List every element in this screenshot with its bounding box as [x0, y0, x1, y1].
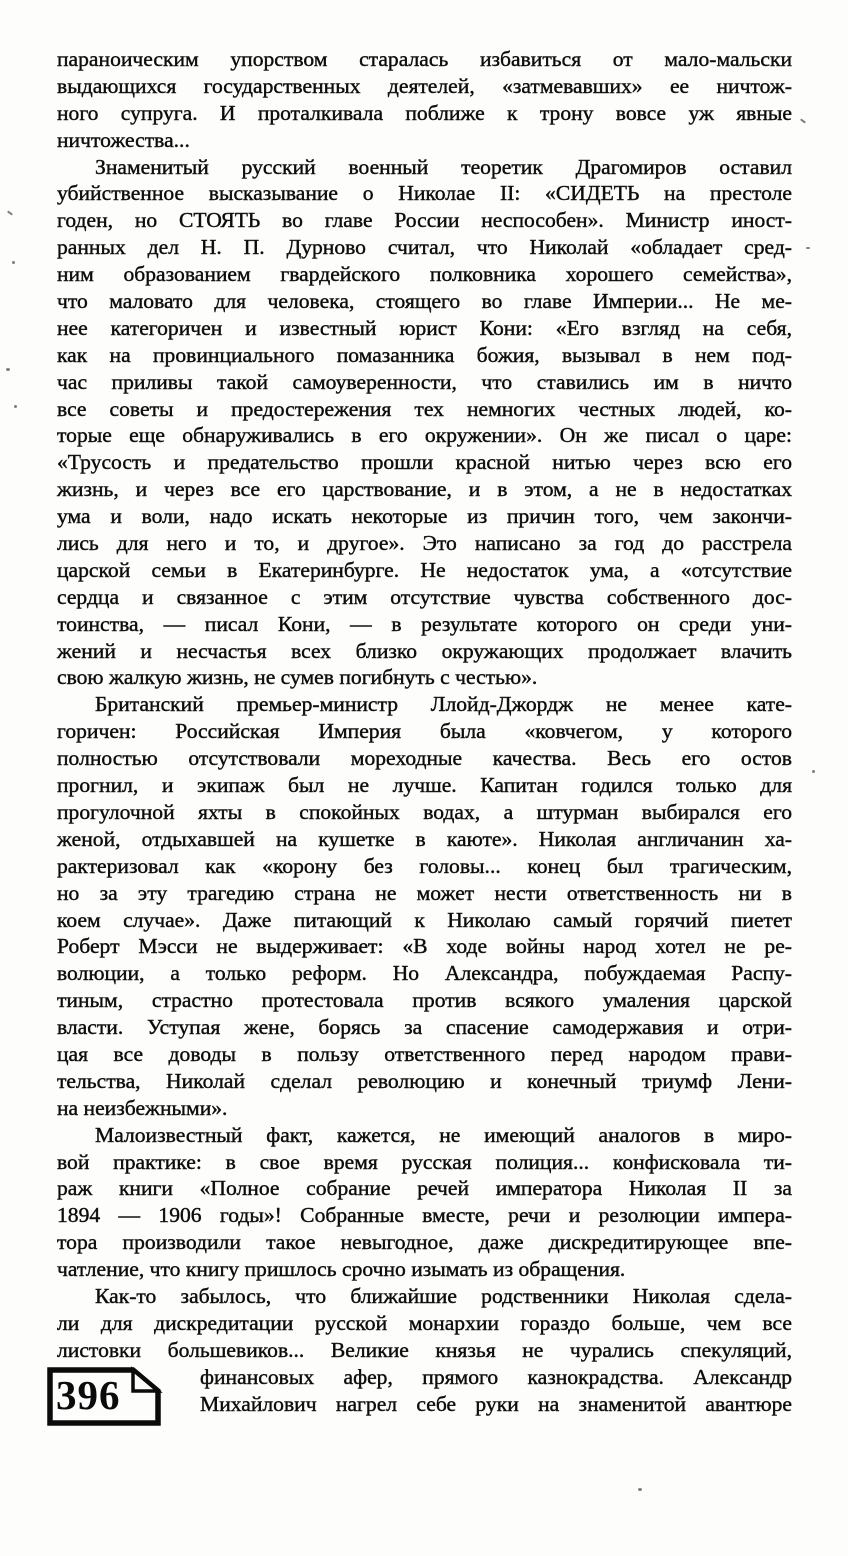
text-line: сердца и связанное с этим отсутствие чувства собственного дос-	[57, 584, 792, 609]
paragraph	[57, 1122, 792, 1283]
paragraph	[57, 46, 792, 154]
text-line: женой, отдыхавшей на кушетке в каюте». Николая англичанин ха-	[57, 826, 792, 851]
page-text	[57, 46, 792, 1417]
scan-speck	[806, 247, 810, 249]
text-line: прогнил, и экипаж был не лучше. Капитан годился только для	[57, 773, 792, 798]
text-line: что маловато для человека, стоящего во главе Империи... Не ме-	[57, 289, 792, 314]
text-line: но за эту трагедию страна не может нести ответственность ни в	[57, 880, 792, 905]
text-line: волюции, а только реформ. Но Александра, побуждаемая Распу-	[57, 961, 792, 986]
text-line: тельства, Николай сделал революцию и конечный триумф Лени-	[57, 1068, 792, 1093]
text-line: тиным, страстно протестовала против всякого умаления царской	[57, 988, 792, 1013]
text-line: свою жалкую жизнь, не сумев погибнуть с честью».	[57, 665, 538, 690]
text-line: Британский премьер-министр Ллойд-Джордж не менее кате-	[95, 692, 792, 717]
text-line: ума и воли, надо искать некоторые из причин того, чем закончи-	[57, 504, 792, 529]
text-line: царской семьи в Екатеринбурге. Не недостаток ума, а «отсутствие	[57, 557, 792, 582]
text-line: ли для дискредитации русской монархии гораздо больше, чем все	[57, 1310, 792, 1335]
text-line: финансовых афер, прямого казнокрадства. Александр	[200, 1364, 792, 1389]
paragraph	[57, 691, 792, 1121]
text-line: Знаменитый русский военный теоретик Драгомиров оставил	[95, 154, 792, 179]
text-line: на неизбежными».	[57, 1095, 228, 1120]
text-line: тора производили такое невыгодное, даже дискредитирующее впе-	[57, 1230, 792, 1255]
text-line: цая все доводы в пользу ответственного перед народом прави-	[57, 1041, 792, 1066]
scan-speck	[638, 1488, 642, 1491]
text-line: горичен: Российская Империя была «ковчегом, у которого	[57, 719, 792, 744]
text-line: параноическим упорством старалась избавиться от мало-мальски	[57, 47, 792, 71]
scan-speck	[7, 210, 13, 215]
text-line: ного супруга. И проталкивала поближе к трону вовсе уж явные	[57, 100, 792, 125]
text-line: убийственное высказывание о Николае II: «СИДЕТЬ на престоле	[57, 181, 792, 206]
text-line: ним образованием гвардейского полковника хорошего семейства»,	[57, 262, 792, 287]
text-line: час приливы такой самоуверенности, что ставились им в ничто	[57, 369, 792, 394]
paragraph	[57, 154, 792, 692]
text-line: лись для него и то, и другое». Это написано за год до расстрела	[57, 531, 792, 556]
text-line: тоинства, — писал Кони, — в результате которого он среди уни-	[57, 611, 792, 636]
text-line: ранных дел Н. П. Дурново считал, что Николай «обладает сред-	[57, 235, 792, 260]
page-number: 396	[56, 1372, 121, 1418]
scan-speck	[800, 118, 806, 123]
text-line: жизнь, и через все его царствование, и в этом, а не в недостатках	[57, 477, 792, 502]
text-line: вой практике: в свое время русская полиция... конфисковала ти-	[57, 1149, 792, 1174]
page-number-badge	[44, 1358, 174, 1432]
scan-speck	[812, 770, 815, 773]
text-line: жений и несчастья всех близко окружающих продолжает влачить	[57, 638, 792, 663]
text-line: выдающихся государственных деятелей, «затмевавших» ее ничтож-	[57, 73, 792, 98]
scan-speck	[6, 368, 10, 371]
text-line: чатление, что книгу пришлось срочно изымать из обращения.	[57, 1257, 626, 1282]
text-line: 1894 — 1906 годы»! Собранные вместе, речи и резолюции импера-	[57, 1203, 792, 1228]
text-line: ничтожества...	[57, 127, 190, 152]
text-line: коем случае». Даже питающий к Николаю самый горячий пиетет	[57, 907, 792, 932]
text-line: годен, но СТОЯТЬ во главе России неспособен». Министр иност-	[57, 208, 792, 233]
text-line: полностью отсутствовали мореходные качества. Весь его остов	[57, 746, 792, 771]
text-line: прогулочной яхты в спокойных водах, а штурман выбирался его	[57, 799, 792, 824]
text-line: «Трусость и предательство прошли красной нитью через всю его	[57, 450, 792, 475]
text-line: раж книги «Полное собрание речей императора Николая II за	[57, 1176, 792, 1201]
text-line: власти. Уступая жене, борясь за спасение самодержавия и отри-	[57, 1015, 792, 1040]
scan-speck	[14, 405, 17, 408]
text-line: Малоизвестный факт, кажется, не имеющий аналогов в миро-	[95, 1122, 792, 1147]
text-line: все советы и предостережения тех немногих честных людей, ко-	[57, 396, 792, 421]
text-line: рактеризовал как «корону без головы... конец был трагическим,	[57, 853, 792, 878]
text-line: листовки большевиков... Великие князья не чурались спекуляций,	[57, 1337, 792, 1362]
scan-speck	[12, 261, 15, 264]
text-line: Как-то забылось, что ближайшие родственники Николая сдела-	[95, 1283, 792, 1308]
text-line: торые еще обнаруживались в его окружении». Он же писал о царе:	[57, 423, 792, 448]
text-line: Роберт Мэсси не выдерживает: «В ходе войны народ хотел не ре-	[57, 934, 792, 959]
text-line: нее категоричен и известный юрист Кони: «Его взгляд на себя,	[57, 315, 792, 340]
text-line: как на провинциального помазанника божия, вызывал в нем под-	[57, 342, 792, 367]
text-line: Михайлович нагрел себе руки на знаменитой авантюре	[200, 1391, 792, 1416]
